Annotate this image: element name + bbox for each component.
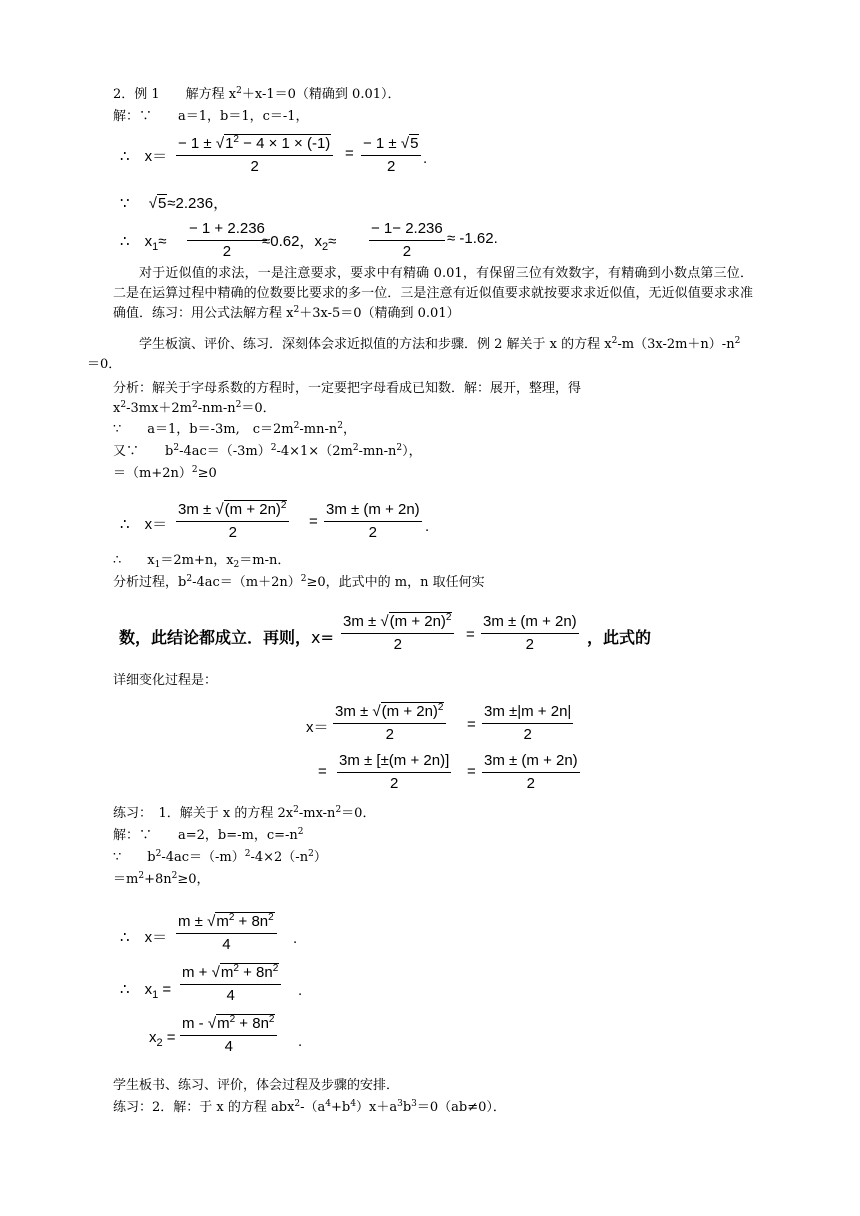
g-fraction: $\frac{m \pm √m^2 + 8n^2}{4}$ [176, 911, 277, 956]
formula5-fraction-1: $\frac{3m \pm √(m + 2n)^2}{2}$ [176, 499, 289, 544]
equals-sign: = [467, 763, 476, 780]
x1-root-label: ∴ $x_1$ = [120, 981, 172, 1001]
detail-fraction-3: $\frac{3m \pm [\pm(m + 2n)]}{2}$ [339, 752, 450, 792]
detail-heading: 详细变化过程是： [113, 673, 218, 688]
sqrt5-approx: ∵ √5≈2.236， [120, 195, 229, 212]
equals-sign: = [345, 145, 354, 162]
period: . [298, 982, 303, 999]
period: . [298, 1033, 303, 1050]
formula5-fraction-2: $\frac{3m \pm (m + 2n)}{2}$ [326, 501, 420, 541]
x1-fraction: $\frac{- 1 + 2.236}{2}$ [189, 220, 265, 260]
analysis-line: 分析：解关于字母系数的方程时，一定要把字母看成已知数．解：展开，整理，得 [113, 381, 582, 396]
x2-root-label: $x_2$ = [149, 1029, 176, 1049]
exercise2: 练习：2．解：于 x 的方程 $abx^2-(a^4+b^4)x+a^3b^3=0(ab\ne 0)$． [113, 1099, 506, 1115]
example1-line: 2．例 1 解方程 $x^2+x-1=0$（精确到 0.01）． [113, 86, 401, 102]
x1-value: ≈0.62，$x_2\approx$ [262, 233, 337, 253]
student-board-line: 学生板书、练习、评价，体会过程及步骤的安排． [113, 1078, 400, 1093]
exercise1-discriminant: ∵ $b^2-4ac=(-m)^2-4\times 2(-n^2)$ [113, 849, 327, 865]
big-text-line: 数，此结论都成立．再则，x= [119, 628, 334, 647]
formula-fraction-1: $\frac{- 1 \pm √1^2 - 4 \times 1 \times (-1)}{2}$ [176, 133, 333, 178]
equals-sign: = [318, 763, 327, 780]
formula5-therefore: ∴ x＝ [120, 516, 168, 533]
discriminant-2-result: $=(m+2n)^2\ge 0$ [113, 465, 217, 481]
detail-fraction-4: $\frac{3m \pm (m + 2n)}{2}$ [484, 752, 578, 792]
x1-root-fraction: $\frac{m + √m^2 + 8n^2}{4}$ [180, 962, 281, 1007]
big-fraction-2: $\frac{3m \pm (m + 2n)}{2}$ [483, 613, 577, 653]
exercise1-coeffs: 解：∵ a=2，b=-m，$c=-n^2$ [113, 827, 304, 843]
paragraph-approximation: 对于近似值的求法，一是注意要求，要求中有精确 0.01，有保留三位有效数字，有精确到小数点第三位．二是在运算过程中精确的位数要比要求的多一位．三是注意有近似值要求就按要求求近似值，无近似值要求求准确值．练习：用公式法解方程 $x^2+3x-5=0$（精确到 0.01） [113, 266, 753, 321]
big-text-end: ，此式的 [587, 628, 652, 647]
big-fraction-1: $\frac{3m \pm √(m + 2n)^2}{2}$ [341, 611, 454, 656]
expanded-equation: $x^2-3mx+2m^2-nm-n^2=0$． [113, 400, 276, 416]
exercise1-discriminant-result: $=m^2+8n^2\ge 0$， [113, 871, 210, 887]
equals-sign: = [467, 716, 476, 733]
detail-fraction-1: $\frac{3m \pm √(m + 2n)^2}{2}$ [333, 701, 446, 746]
x2-root-fraction: $\frac{m - √m^2 + 8n^2}{4}$ [180, 1013, 277, 1058]
solution-coefficients: 解：∵ a＝1，b＝1，c＝-1， [113, 109, 309, 124]
exercise1: 练习： 1．解关于 x 的方程 $2x^2-mx-n^2=0$． [113, 805, 376, 821]
formula-fraction-2: $\frac{- 1 \pm √5}{2}$ [361, 133, 421, 178]
discriminant-2: 又∵ $b^2-4ac=(-3m)^2-4\times 1\times(2m^2-mn-n^2)$， [113, 443, 422, 459]
x1-label: ∴ $x_1\approx$ [120, 233, 167, 253]
roots-2: ∴ $x_1=2m+n$，$x_2=m-n$． [113, 553, 291, 570]
detail-fraction-2: $\frac{3m \pm|m + 2n|}{2}$ [484, 703, 572, 743]
x2-fraction: $\frac{- 1- 2.236}{2}$ [371, 220, 443, 260]
analysis-process: 分析过程，$b^2-4ac=(m+2n)^2\ge 0$，此式中的 m，n 取任何实 [113, 574, 485, 590]
equals-sign: = [309, 513, 318, 530]
period: . [293, 930, 298, 947]
period: . [425, 518, 430, 535]
coefficients-2: ∵ a＝1，b＝-3m, $c=2m^2-mn-n^2$， [113, 421, 356, 437]
equals-sign: = [466, 626, 475, 643]
x2-value: ≈ -1.62. [447, 230, 498, 247]
g-formula-therefore: ∴ x＝ [120, 929, 168, 946]
detail-x: x＝ [306, 719, 329, 736]
paragraph-example2: 学生板演、评价、练习．深刻体会求近拟值的方法和步骤．例 2 解关于 x 的方程 $x^2-m(3x-2m+n)-n^2$ ＝0． [87, 336, 741, 372]
period: . [423, 150, 428, 167]
formula-therefore: ∴ x＝ [120, 148, 168, 165]
